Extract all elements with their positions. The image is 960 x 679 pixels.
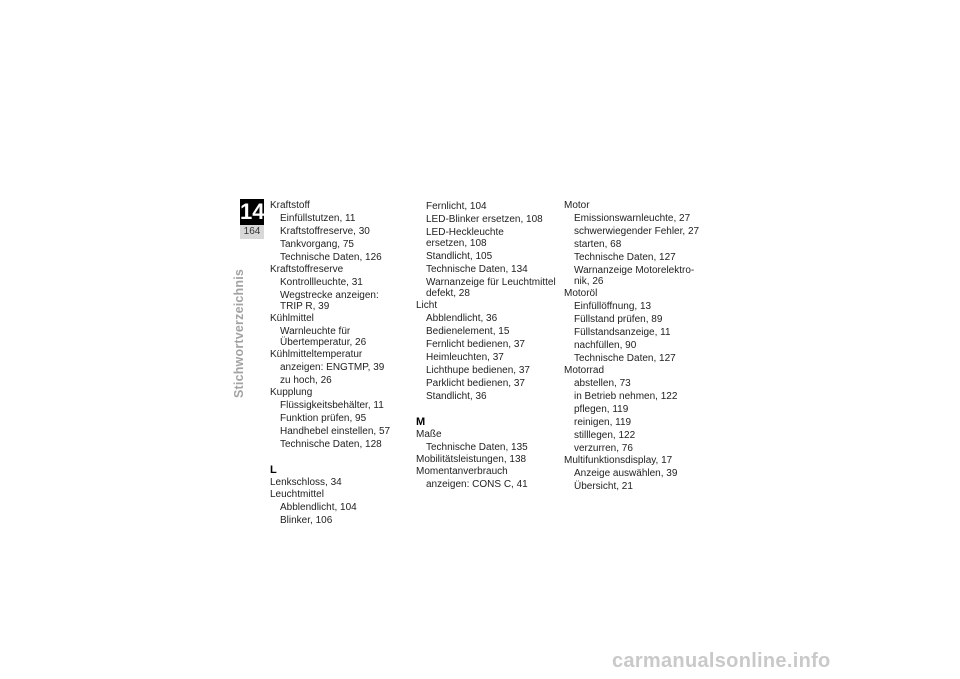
index-subentry: Warnanzeige für Leuchtmittel	[426, 277, 556, 288]
index-subentry: Übertemperatur, 26	[280, 337, 367, 348]
index-term: Licht	[416, 300, 438, 311]
index-subentry: Technische Daten, 135	[426, 442, 528, 453]
index-subentry: Übersicht, 21	[574, 481, 633, 492]
index-letter-heading: M	[416, 416, 426, 428]
index-subentry: LED-Blinker ersetzen, 108	[426, 214, 543, 225]
index-subentry: Abblendlicht, 104	[280, 502, 357, 513]
index-subentry: Technische Daten, 126	[280, 252, 382, 263]
index-column-2	[416, 199, 556, 490]
index-term: Leuchtmittel	[270, 489, 324, 500]
index-subentry: defekt, 28	[426, 288, 470, 299]
index-letter-heading: L	[270, 464, 277, 476]
index-term: Motoröl	[564, 288, 598, 299]
index-subentry: LED-Heckleuchte	[426, 227, 504, 238]
index-subentry: anzeigen: CONS C, 41	[426, 479, 528, 490]
chapter-tab	[240, 199, 264, 241]
index-subentry: Einfüllöffnung, 13	[574, 301, 652, 312]
index-term: Kraftstoff	[270, 200, 310, 211]
index-term: Multifunktionsdisplay, 17	[564, 455, 673, 466]
index-subentry: Emissionswarnleuchte, 27	[574, 213, 691, 224]
index-subentry: Tankvorgang, 75	[280, 239, 354, 250]
index-term: Momentanverbrauch	[416, 466, 508, 477]
index-subentry: Warnleuchte für	[280, 326, 351, 337]
index-subentry: Kraftstoffreserve, 30	[280, 226, 370, 237]
index-subentry: in Betrieb nehmen, 122	[574, 391, 678, 402]
index-subentry: Lichthupe bedienen, 37	[426, 365, 530, 376]
index-subentry: abstellen, 73	[574, 378, 631, 389]
index-subentry: nachfüllen, 90	[574, 340, 637, 351]
index-column-3	[564, 199, 704, 492]
index-term: Motorrad	[564, 365, 605, 376]
index-subentry: Anzeige auswählen, 39	[574, 468, 678, 479]
index-subentry: Standlicht, 105	[426, 251, 493, 262]
index-subentry: Fernlicht, 104	[426, 201, 487, 212]
index-subentry: Wegstrecke anzeigen:	[280, 290, 379, 301]
index-subentry: Funktion prüfen, 95	[280, 413, 367, 424]
index-subentry: TRIP R, 39	[280, 301, 330, 312]
index-subentry: Parklicht bedienen, 37	[426, 378, 525, 389]
index-subentry: Standlicht, 36	[426, 391, 487, 402]
index-term: Kühlmittel	[270, 313, 314, 324]
index-subentry: Technische Daten, 128	[280, 439, 382, 450]
watermark: carmanualsonline.info	[612, 650, 831, 672]
index-subentry: Handhebel einstellen, 57	[280, 426, 391, 437]
index-term: Motor	[564, 200, 590, 211]
index-subentry: starten, 68	[574, 239, 622, 250]
index-subentry: Flüssigkeitsbehälter, 11	[280, 400, 384, 411]
section-side-title: Stichwortverzeichnis	[232, 268, 246, 398]
index-subentry: Kontrollleuchte, 31	[280, 277, 363, 288]
index-subentry: Einfüllstutzen, 11	[280, 213, 356, 224]
index-subentry: Fernlicht bedienen, 37	[426, 339, 525, 350]
index-subentry: stilllegen, 122	[574, 430, 636, 441]
index-subentry: Abblendlicht, 36	[426, 313, 498, 324]
index-subentry: Technische Daten, 127	[574, 353, 676, 364]
index-subentry: nik, 26	[574, 276, 604, 287]
index-subentry: ersetzen, 108	[426, 238, 487, 249]
index-term: Lenkschloss, 34	[270, 477, 342, 488]
index-subentry: verzurren, 76	[574, 443, 633, 454]
index-term: Kühlmitteltemperatur	[270, 349, 363, 360]
index-subentry: zu hoch, 26	[280, 375, 332, 386]
index-subentry: anzeigen: ENGTMP, 39	[280, 362, 385, 373]
index-term: Mobilitätsleistungen, 138	[416, 454, 527, 465]
index-subentry: Füllstandsanzeige, 11	[574, 327, 671, 338]
index-subentry: Technische Daten, 134	[426, 264, 528, 275]
index-subentry: pflegen, 119	[574, 404, 629, 415]
index-term: Kupplung	[270, 387, 313, 398]
page-number: 164	[240, 225, 264, 239]
index-subentry: schwerwiegender Fehler, 27	[574, 226, 700, 237]
index-subentry: Warnanzeige Motorelektro-	[574, 265, 695, 276]
index-subentry: Bedienelement, 15	[426, 326, 510, 337]
index-term: Kraftstoffreserve	[270, 264, 344, 275]
index-subentry: Füllstand prüfen, 89	[574, 314, 663, 325]
index-subentry: Blinker, 106	[280, 515, 333, 526]
index-term: Maße	[416, 429, 442, 440]
index-column-1	[270, 199, 410, 526]
index-subentry: Technische Daten, 127	[574, 252, 676, 263]
chapter-number: 14	[240, 199, 265, 224]
index-subentry: reinigen, 119	[574, 417, 632, 428]
index-subentry: Heimleuchten, 37	[426, 352, 504, 363]
